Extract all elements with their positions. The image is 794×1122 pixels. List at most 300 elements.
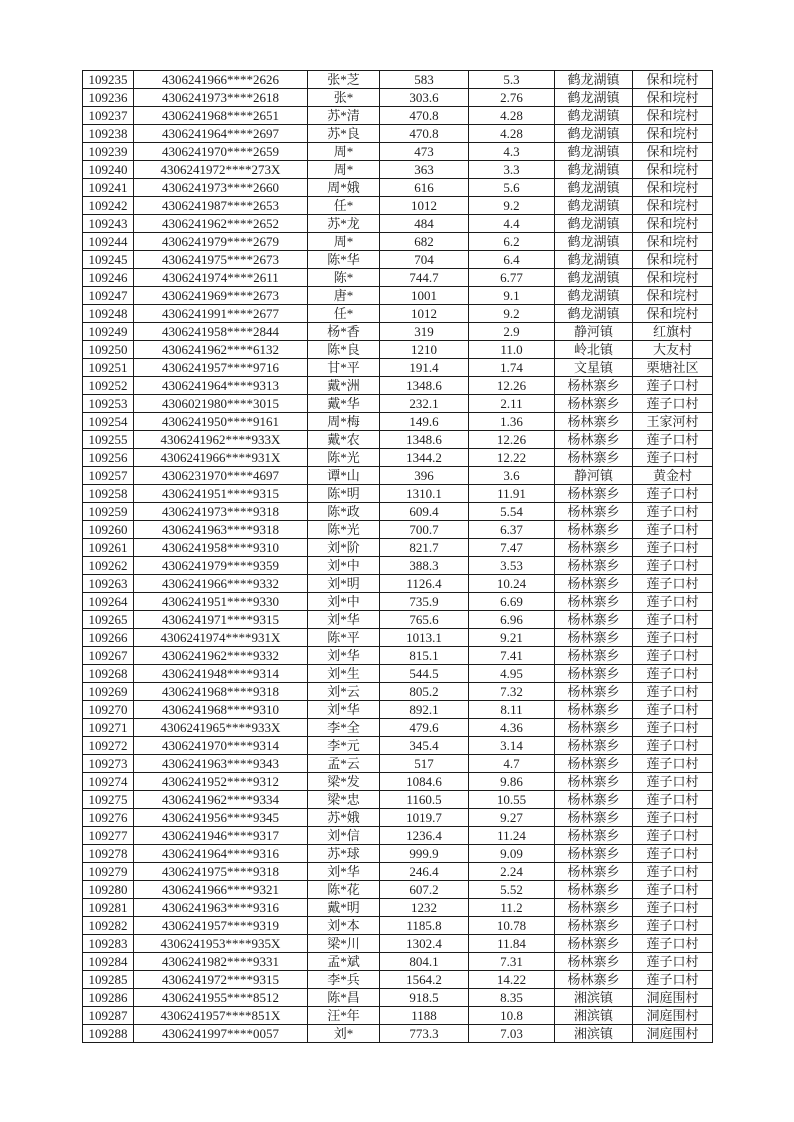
table-row — [83, 899, 713, 917]
id-number-cell: 4306241979****9359 — [134, 557, 308, 575]
table-row — [83, 161, 713, 179]
name-cell: 陈*良 — [308, 341, 380, 359]
table-row — [83, 287, 713, 305]
amount-cell: 700.7 — [380, 521, 469, 539]
serial-cell: 109279 — [83, 863, 134, 881]
amount-cell: 470.8 — [380, 107, 469, 125]
town-cell: 杨林寨乡 — [555, 521, 633, 539]
name-cell: 陈*光 — [308, 521, 380, 539]
town-cell: 鹤龙湖镇 — [555, 89, 633, 107]
amount-cell: 616 — [380, 179, 469, 197]
name-cell: 苏*清 — [308, 107, 380, 125]
town-cell: 杨林寨乡 — [555, 953, 633, 971]
village-cell: 保和垸村 — [633, 107, 713, 125]
table-row — [83, 683, 713, 701]
town-cell: 杨林寨乡 — [555, 737, 633, 755]
town-cell: 杨林寨乡 — [555, 719, 633, 737]
town-cell: 杨林寨乡 — [555, 701, 633, 719]
subsidy-amount-cell: 11.84 — [469, 935, 555, 953]
table-row — [83, 377, 713, 395]
serial-cell: 109249 — [83, 323, 134, 341]
amount-cell: 1188 — [380, 1007, 469, 1025]
village-cell: 保和垸村 — [633, 89, 713, 107]
serial-cell: 109266 — [83, 629, 134, 647]
id-number-cell: 4306241970****2659 — [134, 143, 308, 161]
serial-cell: 109245 — [83, 251, 134, 269]
amount-cell: 1348.6 — [380, 431, 469, 449]
name-cell: 苏*良 — [308, 125, 380, 143]
subsidy-amount-cell: 7.31 — [469, 953, 555, 971]
subsidy-amount-cell: 9.1 — [469, 287, 555, 305]
table-row — [83, 323, 713, 341]
serial-cell: 109274 — [83, 773, 134, 791]
subsidy-amount-cell: 5.52 — [469, 881, 555, 899]
serial-cell: 109272 — [83, 737, 134, 755]
serial-cell: 109246 — [83, 269, 134, 287]
amount-cell: 473 — [380, 143, 469, 161]
name-cell: 梁*川 — [308, 935, 380, 953]
subsidy-amount-cell: 1.74 — [469, 359, 555, 377]
subsidy-amount-cell: 3.14 — [469, 737, 555, 755]
village-cell: 莲子口村 — [633, 521, 713, 539]
id-number-cell: 4306021980****3015 — [134, 395, 308, 413]
serial-cell: 109277 — [83, 827, 134, 845]
id-number-cell: 4306241975****9318 — [134, 863, 308, 881]
table-row — [83, 971, 713, 989]
subsidy-amount-cell: 3.3 — [469, 161, 555, 179]
town-cell: 杨林寨乡 — [555, 431, 633, 449]
village-cell: 莲子口村 — [633, 917, 713, 935]
village-cell: 保和垸村 — [633, 161, 713, 179]
town-cell: 杨林寨乡 — [555, 899, 633, 917]
village-cell: 莲子口村 — [633, 485, 713, 503]
town-cell: 静河镇 — [555, 467, 633, 485]
town-cell: 杨林寨乡 — [555, 917, 633, 935]
serial-cell: 109244 — [83, 233, 134, 251]
amount-cell: 805.2 — [380, 683, 469, 701]
id-number-cell: 4306241991****2677 — [134, 305, 308, 323]
town-cell: 杨林寨乡 — [555, 575, 633, 593]
serial-cell: 109238 — [83, 125, 134, 143]
village-cell: 莲子口村 — [633, 719, 713, 737]
subsidy-amount-cell: 10.24 — [469, 575, 555, 593]
name-cell: 汪*年 — [308, 1007, 380, 1025]
table-row — [83, 521, 713, 539]
town-cell: 杨林寨乡 — [555, 683, 633, 701]
subsidy-amount-cell: 2.11 — [469, 395, 555, 413]
amount-cell: 607.2 — [380, 881, 469, 899]
town-cell: 杨林寨乡 — [555, 665, 633, 683]
table-row — [83, 107, 713, 125]
id-number-cell: 4306241966****9332 — [134, 575, 308, 593]
village-cell: 莲子口村 — [633, 503, 713, 521]
name-cell: 孟*云 — [308, 755, 380, 773]
name-cell: 任* — [308, 305, 380, 323]
serial-cell: 109281 — [83, 899, 134, 917]
name-cell: 苏*龙 — [308, 215, 380, 233]
village-cell: 莲子口村 — [633, 845, 713, 863]
amount-cell: 1302.4 — [380, 935, 469, 953]
id-number-cell: 4306241982****9331 — [134, 953, 308, 971]
name-cell: 李*兵 — [308, 971, 380, 989]
village-cell: 莲子口村 — [633, 755, 713, 773]
amount-cell: 1126.4 — [380, 575, 469, 593]
id-number-cell: 4306241972****9315 — [134, 971, 308, 989]
amount-cell: 1185.8 — [380, 917, 469, 935]
table-row — [83, 449, 713, 467]
town-cell: 静河镇 — [555, 323, 633, 341]
serial-cell: 109252 — [83, 377, 134, 395]
town-cell: 湘滨镇 — [555, 1025, 633, 1043]
id-number-cell: 4306241950****9161 — [134, 413, 308, 431]
amount-cell: 517 — [380, 755, 469, 773]
name-cell: 刘*中 — [308, 593, 380, 611]
id-number-cell: 4306241968****9310 — [134, 701, 308, 719]
subsidy-amount-cell: 6.37 — [469, 521, 555, 539]
amount-cell: 470.8 — [380, 125, 469, 143]
serial-cell: 109282 — [83, 917, 134, 935]
subsidy-amount-cell: 8.11 — [469, 701, 555, 719]
village-cell: 莲子口村 — [633, 395, 713, 413]
town-cell: 鹤龙湖镇 — [555, 233, 633, 251]
serial-cell: 109273 — [83, 755, 134, 773]
serial-cell: 109257 — [83, 467, 134, 485]
village-cell: 莲子口村 — [633, 557, 713, 575]
amount-cell: 999.9 — [380, 845, 469, 863]
town-cell: 杨林寨乡 — [555, 557, 633, 575]
town-cell: 杨林寨乡 — [555, 647, 633, 665]
table-row — [83, 485, 713, 503]
amount-cell: 1013.1 — [380, 629, 469, 647]
name-cell: 刘*信 — [308, 827, 380, 845]
serial-cell: 109256 — [83, 449, 134, 467]
id-number-cell: 4306241973****9318 — [134, 503, 308, 521]
table-row — [83, 719, 713, 737]
serial-cell: 109250 — [83, 341, 134, 359]
name-cell: 周* — [308, 143, 380, 161]
table-row — [83, 989, 713, 1007]
amount-cell: 479.6 — [380, 719, 469, 737]
table-row — [83, 215, 713, 233]
subsidy-amount-cell: 11.91 — [469, 485, 555, 503]
village-cell: 莲子口村 — [633, 665, 713, 683]
village-cell: 红旗村 — [633, 323, 713, 341]
id-number-cell: 4306241962****933X — [134, 431, 308, 449]
town-cell: 鹤龙湖镇 — [555, 215, 633, 233]
table-row — [83, 575, 713, 593]
subsidy-amount-cell: 6.96 — [469, 611, 555, 629]
amount-cell: 319 — [380, 323, 469, 341]
town-cell: 杨林寨乡 — [555, 809, 633, 827]
subsidy-amount-cell: 4.4 — [469, 215, 555, 233]
amount-cell: 735.9 — [380, 593, 469, 611]
town-cell: 湘滨镇 — [555, 1007, 633, 1025]
table-row — [83, 359, 713, 377]
amount-cell: 544.5 — [380, 665, 469, 683]
id-number-cell: 4306241973****2618 — [134, 89, 308, 107]
name-cell: 张* — [308, 89, 380, 107]
town-cell: 鹤龙湖镇 — [555, 287, 633, 305]
id-number-cell: 4306241953****935X — [134, 935, 308, 953]
table-row — [83, 629, 713, 647]
village-cell: 保和垸村 — [633, 215, 713, 233]
town-cell: 杨林寨乡 — [555, 593, 633, 611]
serial-cell: 109288 — [83, 1025, 134, 1043]
village-cell: 莲子口村 — [633, 881, 713, 899]
serial-cell: 109268 — [83, 665, 134, 683]
table-row — [83, 593, 713, 611]
table-row — [83, 1025, 713, 1043]
name-cell: 戴*明 — [308, 899, 380, 917]
table-row — [83, 341, 713, 359]
amount-cell: 396 — [380, 467, 469, 485]
town-cell: 鹤龙湖镇 — [555, 71, 633, 89]
serial-cell: 109269 — [83, 683, 134, 701]
id-number-cell: 4306241963****9316 — [134, 899, 308, 917]
subsidy-amount-cell: 6.4 — [469, 251, 555, 269]
town-cell: 杨林寨乡 — [555, 863, 633, 881]
amount-cell: 815.1 — [380, 647, 469, 665]
table-row — [83, 809, 713, 827]
village-cell: 莲子口村 — [633, 647, 713, 665]
amount-cell: 609.4 — [380, 503, 469, 521]
name-cell: 陈*明 — [308, 485, 380, 503]
id-number-cell: 4306241951****9330 — [134, 593, 308, 611]
subsidy-amount-cell: 7.32 — [469, 683, 555, 701]
id-number-cell: 4306241946****9317 — [134, 827, 308, 845]
amount-cell: 149.6 — [380, 413, 469, 431]
town-cell: 杨林寨乡 — [555, 413, 633, 431]
subsidy-amount-cell: 12.22 — [469, 449, 555, 467]
serial-cell: 109264 — [83, 593, 134, 611]
serial-cell: 109270 — [83, 701, 134, 719]
id-number-cell: 4306241966****2626 — [134, 71, 308, 89]
id-number-cell: 4306241968****9318 — [134, 683, 308, 701]
table-row — [83, 665, 713, 683]
village-cell: 莲子口村 — [633, 773, 713, 791]
subsidy-amount-cell: 14.22 — [469, 971, 555, 989]
subsidy-amount-cell: 7.47 — [469, 539, 555, 557]
amount-cell: 704 — [380, 251, 469, 269]
village-cell: 莲子口村 — [633, 611, 713, 629]
name-cell: 刘*本 — [308, 917, 380, 935]
town-cell: 杨林寨乡 — [555, 449, 633, 467]
subsidy-amount-cell: 11.24 — [469, 827, 555, 845]
id-number-cell: 4306241951****9315 — [134, 485, 308, 503]
amount-cell: 345.4 — [380, 737, 469, 755]
subsidy-amount-cell: 12.26 — [469, 377, 555, 395]
id-number-cell: 4306241958****2844 — [134, 323, 308, 341]
table-row — [83, 179, 713, 197]
name-cell: 唐* — [308, 287, 380, 305]
serial-cell: 109251 — [83, 359, 134, 377]
amount-cell: 773.3 — [380, 1025, 469, 1043]
subsidy-amount-cell: 4.95 — [469, 665, 555, 683]
table-row — [83, 143, 713, 161]
id-number-cell: 4306241962****9334 — [134, 791, 308, 809]
amount-cell: 388.3 — [380, 557, 469, 575]
amount-cell: 1001 — [380, 287, 469, 305]
name-cell: 李*全 — [308, 719, 380, 737]
serial-cell: 109285 — [83, 971, 134, 989]
id-number-cell: 4306241956****9345 — [134, 809, 308, 827]
subsidy-amount-cell: 3.6 — [469, 467, 555, 485]
table-row — [83, 845, 713, 863]
amount-cell: 1019.7 — [380, 809, 469, 827]
table-row — [83, 935, 713, 953]
town-cell: 杨林寨乡 — [555, 827, 633, 845]
village-cell: 莲子口村 — [633, 575, 713, 593]
amount-cell: 821.7 — [380, 539, 469, 557]
village-cell: 王家河村 — [633, 413, 713, 431]
subsidy-amount-cell: 7.03 — [469, 1025, 555, 1043]
subsidy-amount-cell: 8.35 — [469, 989, 555, 1007]
name-cell: 陈*光 — [308, 449, 380, 467]
amount-cell: 1310.1 — [380, 485, 469, 503]
serial-cell: 109276 — [83, 809, 134, 827]
subsidy-amount-cell: 3.53 — [469, 557, 555, 575]
subsidy-amount-cell: 7.41 — [469, 647, 555, 665]
id-number-cell: 4306241970****9314 — [134, 737, 308, 755]
serial-cell: 109243 — [83, 215, 134, 233]
town-cell: 杨林寨乡 — [555, 629, 633, 647]
table-row — [83, 125, 713, 143]
subsidy-amount-cell: 2.24 — [469, 863, 555, 881]
subsidy-amount-cell: 4.7 — [469, 755, 555, 773]
amount-cell: 303.6 — [380, 89, 469, 107]
id-number-cell: 4306241975****2673 — [134, 251, 308, 269]
subsidy-amount-cell: 9.09 — [469, 845, 555, 863]
serial-cell: 109286 — [83, 989, 134, 1007]
amount-cell: 1012 — [380, 197, 469, 215]
subsidy-amount-cell: 10.55 — [469, 791, 555, 809]
village-cell: 莲子口村 — [633, 539, 713, 557]
name-cell: 谭*山 — [308, 467, 380, 485]
table-row — [83, 413, 713, 431]
subsidy-amount-cell: 2.76 — [469, 89, 555, 107]
amount-cell: 1084.6 — [380, 773, 469, 791]
id-number-cell: 4306241966****931X — [134, 449, 308, 467]
town-cell: 鹤龙湖镇 — [555, 197, 633, 215]
id-number-cell: 4306241974****931X — [134, 629, 308, 647]
amount-cell: 892.1 — [380, 701, 469, 719]
amount-cell: 765.6 — [380, 611, 469, 629]
subsidy-amount-cell: 5.54 — [469, 503, 555, 521]
name-cell: 陈*华 — [308, 251, 380, 269]
subsidy-amount-cell: 11.2 — [469, 899, 555, 917]
id-number-cell: 4306241968****2651 — [134, 107, 308, 125]
amount-cell: 804.1 — [380, 953, 469, 971]
serial-cell: 109271 — [83, 719, 134, 737]
name-cell: 陈*花 — [308, 881, 380, 899]
serial-cell: 109255 — [83, 431, 134, 449]
town-cell: 鹤龙湖镇 — [555, 269, 633, 287]
subsidy-amount-cell: 6.69 — [469, 593, 555, 611]
name-cell: 刘*明 — [308, 575, 380, 593]
table-row — [83, 953, 713, 971]
name-cell: 刘*华 — [308, 611, 380, 629]
subsidy-amount-cell: 4.28 — [469, 125, 555, 143]
village-cell: 大友村 — [633, 341, 713, 359]
table-row — [83, 647, 713, 665]
name-cell: 任* — [308, 197, 380, 215]
serial-cell: 109258 — [83, 485, 134, 503]
table-row — [83, 197, 713, 215]
table-row — [83, 611, 713, 629]
village-cell: 保和垸村 — [633, 197, 713, 215]
id-number-cell: 4306241962****6132 — [134, 341, 308, 359]
village-cell: 洞庭围村 — [633, 1007, 713, 1025]
name-cell: 陈*政 — [308, 503, 380, 521]
village-cell: 莲子口村 — [633, 593, 713, 611]
serial-cell: 109263 — [83, 575, 134, 593]
village-cell: 莲子口村 — [633, 449, 713, 467]
id-number-cell: 4306241957****851X — [134, 1007, 308, 1025]
amount-cell: 484 — [380, 215, 469, 233]
village-cell: 保和垸村 — [633, 269, 713, 287]
subsidy-amount-cell: 6.77 — [469, 269, 555, 287]
table-row — [83, 737, 713, 755]
village-cell: 莲子口村 — [633, 863, 713, 881]
amount-cell: 1232 — [380, 899, 469, 917]
id-number-cell: 4306241974****2611 — [134, 269, 308, 287]
town-cell: 杨林寨乡 — [555, 503, 633, 521]
village-cell: 保和垸村 — [633, 287, 713, 305]
table-row — [83, 557, 713, 575]
serial-cell: 109236 — [83, 89, 134, 107]
table-row — [83, 539, 713, 557]
amount-cell: 918.5 — [380, 989, 469, 1007]
town-cell: 杨林寨乡 — [555, 611, 633, 629]
subsidy-amount-cell: 9.86 — [469, 773, 555, 791]
id-number-cell: 4306241987****2653 — [134, 197, 308, 215]
amount-cell: 1348.6 — [380, 377, 469, 395]
name-cell: 陈*平 — [308, 629, 380, 647]
serial-cell: 109240 — [83, 161, 134, 179]
town-cell: 杨林寨乡 — [555, 539, 633, 557]
table-row — [83, 773, 713, 791]
table-row — [83, 233, 713, 251]
serial-cell: 109275 — [83, 791, 134, 809]
id-number-cell: 4306241971****9315 — [134, 611, 308, 629]
village-cell: 莲子口村 — [633, 431, 713, 449]
name-cell: 戴*华 — [308, 395, 380, 413]
serial-cell: 109278 — [83, 845, 134, 863]
name-cell: 周*娥 — [308, 179, 380, 197]
id-number-cell: 4306241957****9716 — [134, 359, 308, 377]
village-cell: 洞庭围村 — [633, 1025, 713, 1043]
name-cell: 刘*阶 — [308, 539, 380, 557]
id-number-cell: 4306241965****933X — [134, 719, 308, 737]
id-number-cell: 4306241997****0057 — [134, 1025, 308, 1043]
name-cell: 苏*球 — [308, 845, 380, 863]
serial-cell: 109280 — [83, 881, 134, 899]
id-number-cell: 4306241964****2697 — [134, 125, 308, 143]
town-cell: 杨林寨乡 — [555, 845, 633, 863]
serial-cell: 109253 — [83, 395, 134, 413]
table-row — [83, 791, 713, 809]
subsidy-amount-cell: 4.3 — [469, 143, 555, 161]
name-cell: 杨*香 — [308, 323, 380, 341]
name-cell: 周* — [308, 233, 380, 251]
village-cell: 保和垸村 — [633, 143, 713, 161]
name-cell: 戴*洲 — [308, 377, 380, 395]
town-cell: 杨林寨乡 — [555, 935, 633, 953]
town-cell: 鹤龙湖镇 — [555, 107, 633, 125]
name-cell: 刘*云 — [308, 683, 380, 701]
table-row — [83, 305, 713, 323]
village-cell: 莲子口村 — [633, 737, 713, 755]
